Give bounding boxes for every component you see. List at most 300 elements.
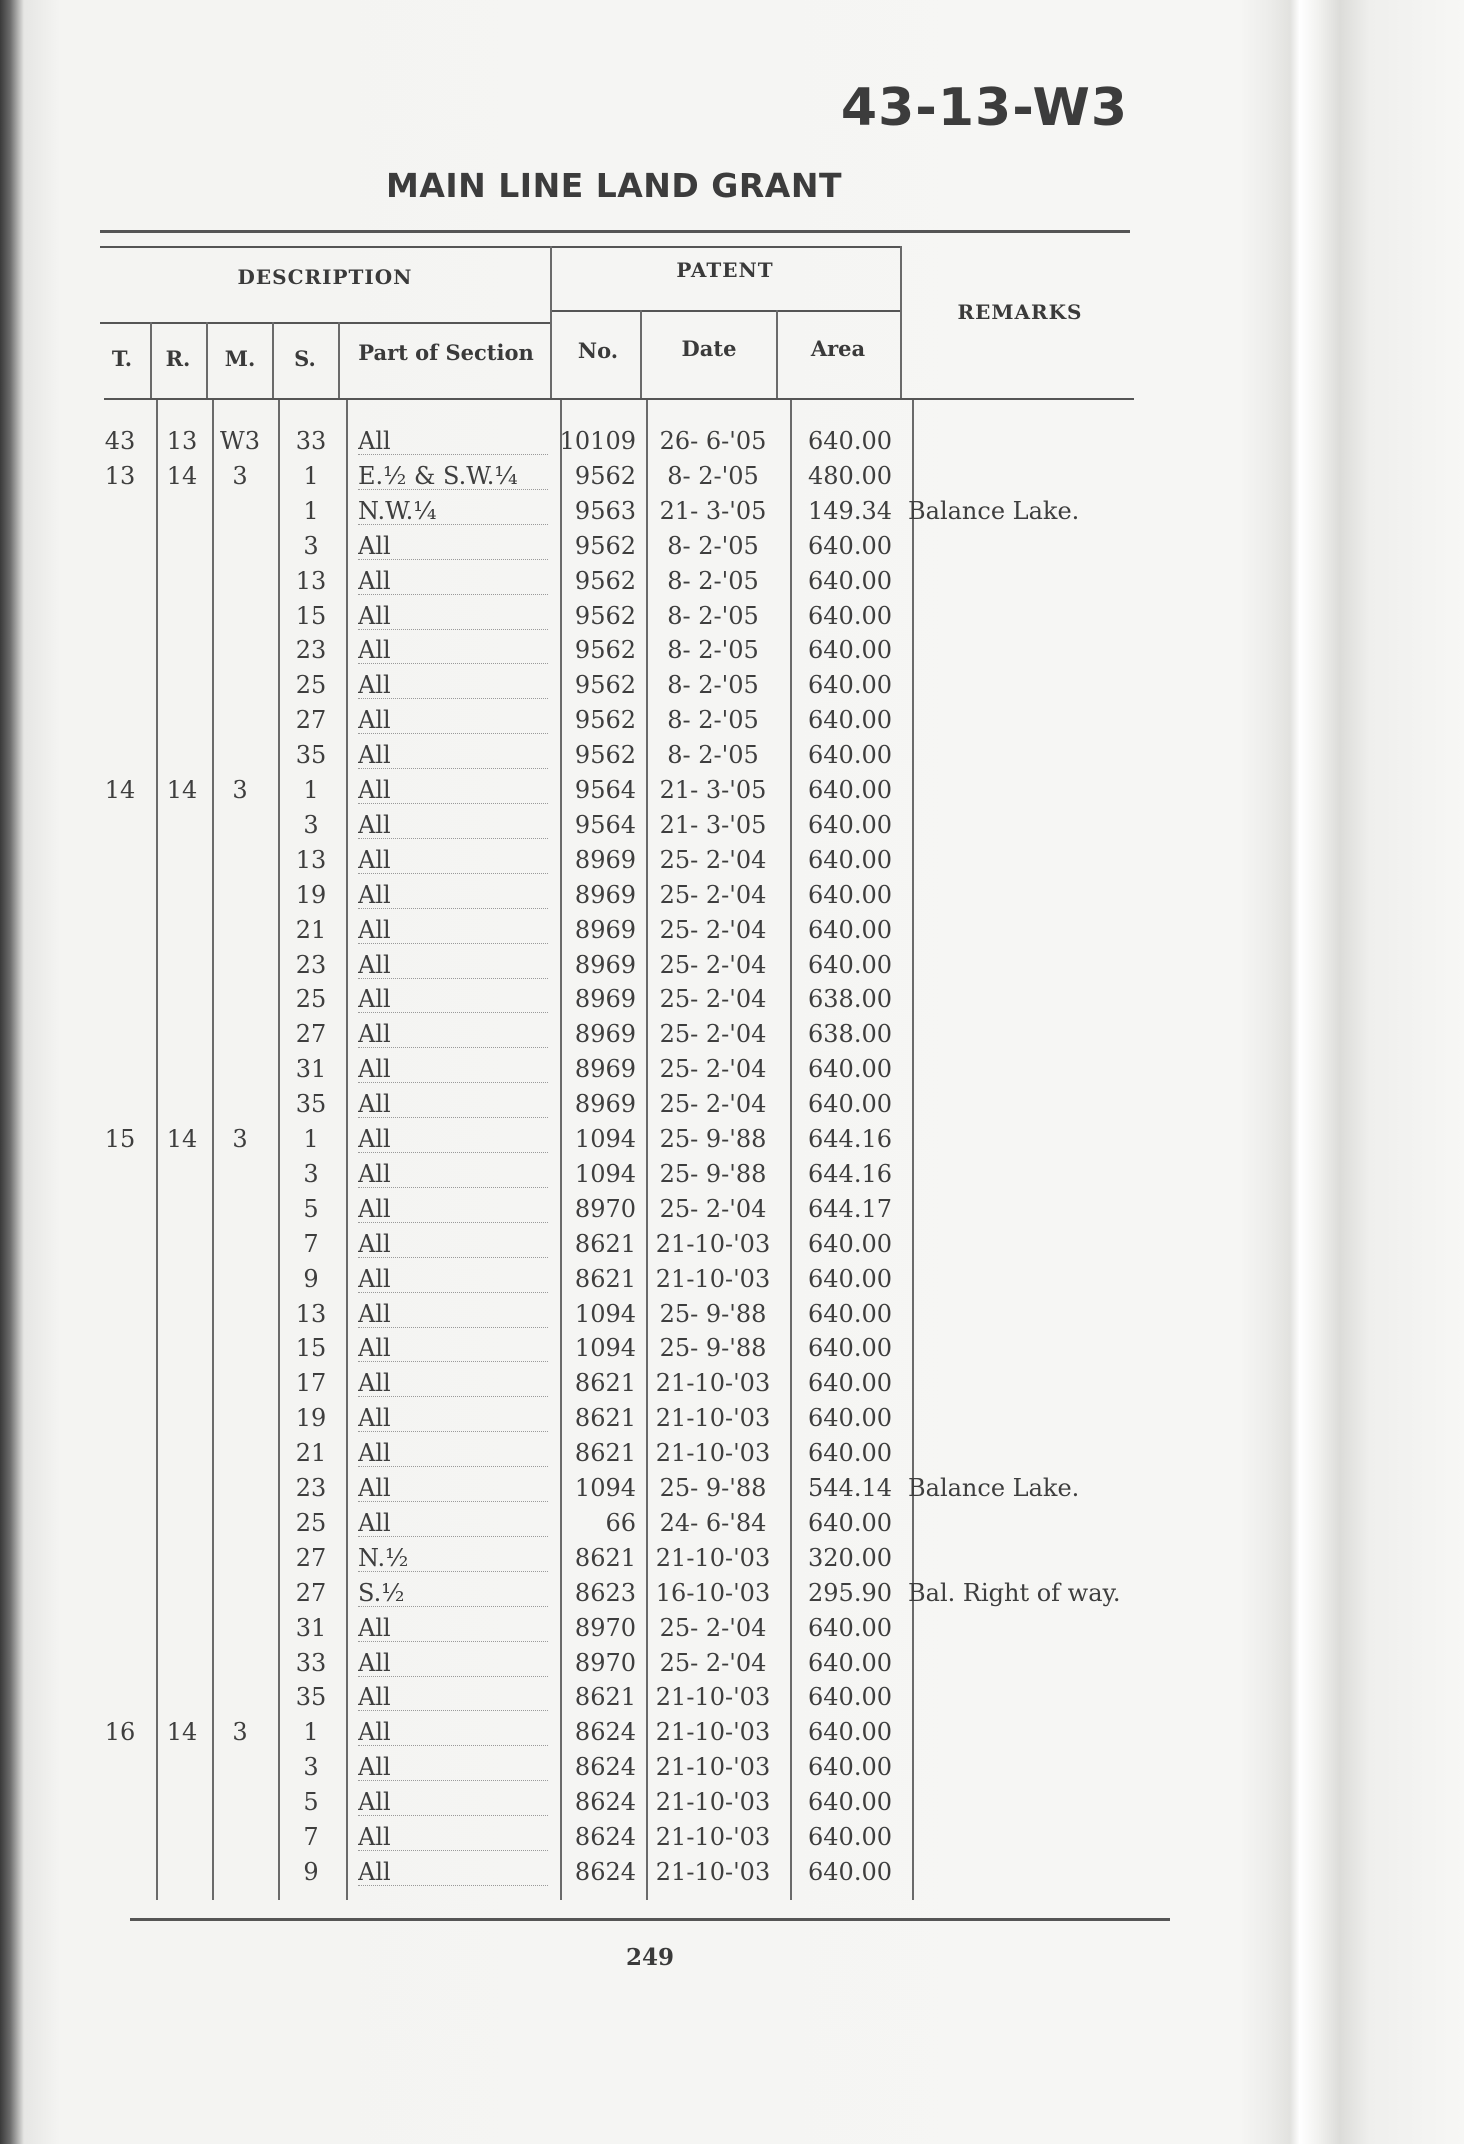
cell-patent-date: 21-10-'03 [655, 1404, 771, 1433]
cell-part-of-section [358, 1506, 548, 1541]
col-divider [550, 246, 552, 398]
cell-area: 644.17 [808, 1194, 892, 1223]
part-text: All [358, 1615, 548, 1642]
cell-part-of-section [358, 1855, 548, 1890]
cell-section: 25 [295, 985, 327, 1014]
cell-patent-no: 66 [605, 1508, 636, 1537]
cell-patent-date: 8- 2-'05 [667, 706, 759, 735]
part-text: All [358, 777, 548, 804]
cell-area: 640.00 [808, 1788, 892, 1817]
table-row [0, 1611, 1464, 1646]
cell-section: 5 [303, 1194, 319, 1223]
table-row [0, 529, 1464, 564]
cell-part-of-section [358, 948, 548, 983]
cell-patent-date: 21- 3-'05 [659, 776, 767, 804]
table-row [0, 843, 1464, 878]
cell-patent-date: 21-10-'03 [655, 1229, 771, 1258]
cell-range: 14 [166, 776, 198, 804]
part-text: All [358, 1021, 548, 1048]
table-row [0, 1855, 1464, 1890]
table-row [0, 1122, 1464, 1157]
cell-section: 35 [295, 1683, 327, 1712]
cell-meridian: 3 [232, 461, 248, 490]
cell-patent-no: 8969 [574, 1055, 636, 1084]
table-row [0, 1785, 1464, 1820]
cell-section: 33 [295, 427, 327, 455]
cell-area: 640.00 [808, 601, 892, 630]
cell-area: 640.00 [808, 810, 892, 839]
col-divider [150, 322, 152, 398]
part-text: N.½ [358, 1545, 548, 1572]
part-text: All [358, 917, 548, 944]
part-text: N.W.¼ [358, 498, 548, 525]
description-header: DESCRIPTION [237, 265, 413, 289]
cell-area: 640.00 [808, 1753, 892, 1782]
cell-patent-date: 21- 3-'05 [659, 496, 767, 525]
col-part-header: Part of Section [358, 340, 534, 365]
cell-section: 9 [303, 1857, 319, 1886]
cell-township: 43 [104, 427, 136, 455]
cell-patent-date: 25- 2-'04 [659, 1055, 767, 1084]
table-row [0, 773, 1464, 808]
table-row [0, 1471, 1464, 1506]
header-bottom-rule [104, 398, 1134, 400]
cell-patent-no: 1094 [574, 1474, 636, 1502]
cell-patent-no: 1094 [574, 1159, 636, 1188]
cell-section: 3 [303, 810, 319, 839]
part-text: All [358, 428, 548, 455]
table-row [0, 1715, 1464, 1750]
table-row [0, 1541, 1464, 1576]
cell-patent-no: 10109 [559, 427, 636, 455]
cell-section: 1 [303, 1718, 319, 1747]
table-top-rule [100, 246, 900, 248]
cell-section: 3 [303, 1159, 319, 1188]
cell-section: 35 [295, 1090, 327, 1119]
cell-area: 640.00 [808, 1857, 892, 1886]
table-row [0, 424, 1464, 459]
cell-area: 640.00 [808, 741, 892, 770]
cell-section: 7 [303, 1823, 319, 1851]
table-row [0, 1192, 1464, 1227]
part-text: All [358, 1266, 548, 1293]
cell-section: 7 [303, 1229, 319, 1258]
cell-patent-date: 8- 2-'05 [667, 566, 759, 595]
cell-section: 21 [295, 1439, 327, 1468]
part-text: All [358, 1650, 548, 1677]
cell-patent-date: 25- 9-'88 [659, 1474, 767, 1502]
cell-patent-no: 9562 [574, 461, 636, 490]
table-row [0, 1262, 1464, 1297]
part-text: All [358, 952, 548, 979]
cell-patent-date: 21-10-'03 [655, 1823, 771, 1851]
cell-patent-date: 25- 9-'88 [659, 1334, 767, 1363]
cell-remarks: Balance Lake. [908, 1474, 1080, 1502]
remarks-header: REMARKS [957, 300, 1083, 324]
cell-patent-no: 8621 [574, 1543, 636, 1572]
cell-part-of-section [358, 1401, 548, 1436]
part-text: All [358, 1475, 548, 1502]
table-row [0, 1227, 1464, 1262]
cell-area: 640.00 [808, 671, 892, 700]
cell-section: 27 [295, 1578, 327, 1607]
cell-patent-date: 21-10-'03 [655, 1683, 771, 1712]
cell-patent-no: 8969 [574, 845, 636, 874]
cell-patent-date: 26- 6-'05 [659, 427, 767, 455]
cell-patent-no: 1094 [574, 1334, 636, 1363]
part-text: All [358, 1335, 548, 1362]
cell-area: 295.90 [808, 1578, 892, 1607]
cell-area: 640.00 [808, 776, 892, 804]
col-area-header: Area [810, 336, 866, 361]
table-row [0, 668, 1464, 703]
part-text: All [358, 1301, 548, 1328]
cell-patent-date: 21- 3-'05 [659, 810, 767, 839]
cell-area: 640.00 [808, 1823, 892, 1851]
col-divider [640, 310, 642, 398]
cell-section: 27 [295, 1543, 327, 1572]
cell-section: 23 [295, 636, 327, 665]
cell-patent-no: 9564 [574, 810, 636, 839]
cell-patent-date: 21-10-'03 [655, 1753, 771, 1782]
cell-part-of-section [358, 494, 548, 529]
part-text: All [358, 1126, 548, 1153]
cell-section: 27 [295, 1020, 327, 1049]
cell-part-of-section [358, 1646, 548, 1681]
part-text: All [358, 1510, 548, 1537]
cell-part-of-section [358, 738, 548, 773]
cell-part-of-section [358, 1331, 548, 1366]
cell-area: 640.00 [808, 950, 892, 979]
cell-patent-date: 21-10-'03 [655, 1857, 771, 1886]
part-text: All [358, 1196, 548, 1223]
cell-patent-no: 9562 [574, 671, 636, 700]
cell-patent-date: 8- 2-'05 [667, 741, 759, 770]
cell-patent-date: 25- 2-'04 [659, 1020, 767, 1049]
part-text: All [358, 1056, 548, 1083]
cell-patent-no: 9562 [574, 531, 636, 560]
cell-area: 640.00 [808, 531, 892, 560]
part-text: All [358, 812, 548, 839]
cell-area: 640.00 [808, 1229, 892, 1258]
cell-part-of-section [358, 1785, 548, 1820]
cell-section: 19 [295, 880, 327, 909]
cell-patent-no: 1094 [574, 1299, 636, 1328]
cell-patent-no: 8624 [574, 1718, 636, 1747]
table-row [0, 808, 1464, 843]
cell-part-of-section [358, 1750, 548, 1785]
cell-range: 13 [166, 427, 198, 455]
cell-section: 23 [295, 950, 327, 979]
cell-patent-date: 21-10-'03 [655, 1543, 771, 1572]
cell-patent-date: 21-10-'03 [655, 1718, 771, 1747]
cell-area: 640.00 [808, 845, 892, 874]
table-row [0, 459, 1464, 494]
cell-remarks: Balance Lake. [908, 496, 1080, 525]
cell-range: 14 [166, 461, 198, 490]
col-divider [206, 322, 208, 398]
cell-part-of-section [358, 599, 548, 634]
cell-area: 644.16 [808, 1159, 892, 1188]
cell-township: 16 [104, 1718, 136, 1747]
cell-part-of-section [358, 843, 548, 878]
col-divider [900, 246, 902, 398]
cell-patent-no: 9562 [574, 601, 636, 630]
cell-area: 640.00 [808, 1648, 892, 1677]
cell-section: 31 [295, 1613, 327, 1642]
table-bottom-rule [130, 1918, 1170, 1921]
cell-section: 17 [295, 1369, 327, 1398]
table-row [0, 633, 1464, 668]
col-r-header: R. [165, 346, 191, 371]
cell-area: 640.00 [808, 915, 892, 944]
cell-part-of-section [358, 773, 548, 808]
cell-part-of-section [358, 1087, 548, 1122]
part-text: All [358, 1370, 548, 1397]
table-row [0, 738, 1464, 773]
cell-patent-no: 8969 [574, 915, 636, 944]
table-row [0, 1750, 1464, 1785]
cell-part-of-section [358, 1471, 548, 1506]
part-text: S.½ [358, 1580, 548, 1607]
cell-range: 14 [166, 1718, 198, 1747]
cell-patent-no: 9563 [574, 496, 636, 525]
table-row [0, 982, 1464, 1017]
page-title: MAIN LINE LAND GRANT [386, 166, 842, 205]
cell-patent-no: 8621 [574, 1264, 636, 1293]
table-row [0, 1680, 1464, 1715]
cell-patent-date: 8- 2-'05 [667, 461, 759, 490]
cell-patent-no: 8969 [574, 1020, 636, 1049]
cell-section: 15 [295, 601, 327, 630]
cell-section: 19 [295, 1404, 327, 1433]
col-m-header: M. [224, 346, 256, 371]
cell-part-of-section [358, 1680, 548, 1715]
table-row [0, 703, 1464, 738]
cell-patent-no: 8970 [574, 1194, 636, 1223]
col-t-header: T. [111, 346, 133, 371]
cell-area: 544.14 [808, 1474, 892, 1502]
page-number: 249 [625, 1944, 674, 1971]
table-row [0, 564, 1464, 599]
cell-part-of-section [358, 982, 548, 1017]
cell-section: 25 [295, 671, 327, 700]
cell-patent-date: 16-10-'03 [655, 1578, 771, 1607]
cell-patent-date: 25- 2-'04 [659, 950, 767, 979]
cell-section: 15 [295, 1334, 327, 1363]
cell-area: 640.00 [808, 1090, 892, 1119]
part-text: All [358, 1091, 548, 1118]
cell-section: 13 [295, 566, 327, 595]
table-row [0, 1820, 1464, 1855]
cell-patent-date: 25- 2-'04 [659, 1194, 767, 1223]
cell-remarks: Bal. Right of way. [908, 1578, 1121, 1607]
cell-patent-no: 8969 [574, 950, 636, 979]
cell-section: 1 [303, 461, 319, 490]
cell-patent-date: 25- 2-'04 [659, 915, 767, 944]
cell-part-of-section [358, 459, 548, 494]
cell-section: 13 [295, 845, 327, 874]
col-no-header: No. [577, 338, 619, 363]
cell-part-of-section [358, 1611, 548, 1646]
part-text: All [358, 1754, 548, 1781]
cell-patent-date: 25- 2-'04 [659, 1090, 767, 1119]
patent-subrule [552, 310, 900, 312]
cell-patent-no: 8969 [574, 1090, 636, 1119]
cell-part-of-section [358, 529, 548, 564]
cell-meridian: W3 [220, 427, 260, 455]
cell-section: 23 [295, 1474, 327, 1502]
cell-area: 640.00 [808, 1369, 892, 1398]
cell-patent-date: 8- 2-'05 [667, 671, 759, 700]
table-row [0, 599, 1464, 634]
cell-patent-date: 21-10-'03 [655, 1788, 771, 1817]
cell-part-of-section [358, 703, 548, 738]
cell-part-of-section [358, 633, 548, 668]
cell-section: 5 [303, 1788, 319, 1817]
cell-area: 640.00 [808, 1613, 892, 1642]
cell-patent-date: 21-10-'03 [655, 1369, 771, 1398]
cell-section: 9 [303, 1264, 319, 1293]
patent-header: PATENT [676, 258, 774, 282]
cell-part-of-section [358, 1017, 548, 1052]
cell-section: 3 [303, 531, 319, 560]
cell-patent-no: 8624 [574, 1753, 636, 1782]
cell-patent-no: 8970 [574, 1613, 636, 1642]
cell-part-of-section [358, 1227, 548, 1262]
cell-patent-no: 8970 [574, 1648, 636, 1677]
table-row [0, 1017, 1464, 1052]
cell-area: 644.16 [808, 1125, 892, 1153]
cell-part-of-section [358, 1436, 548, 1471]
cell-area: 480.00 [808, 461, 892, 490]
cell-area: 149.34 [808, 496, 892, 525]
cell-section: 25 [295, 1508, 327, 1537]
col-date-header: Date [681, 336, 737, 361]
cell-area: 640.00 [808, 1264, 892, 1293]
cell-section: 33 [295, 1648, 327, 1677]
cell-area: 638.00 [808, 985, 892, 1014]
part-text: All [358, 603, 548, 630]
cell-patent-no: 8621 [574, 1229, 636, 1258]
table-row [0, 494, 1464, 529]
cell-patent-no: 8621 [574, 1439, 636, 1468]
cell-area: 640.00 [808, 1404, 892, 1433]
part-text: All [358, 882, 548, 909]
cell-area: 638.00 [808, 1020, 892, 1049]
cell-part-of-section [358, 1192, 548, 1227]
cell-patent-no: 9564 [574, 776, 636, 804]
reference-code: 43-13-W3 [840, 78, 1128, 138]
table-row [0, 1366, 1464, 1401]
table-row [0, 1646, 1464, 1681]
cell-section: 31 [295, 1055, 327, 1084]
cell-part-of-section [358, 1262, 548, 1297]
cell-part-of-section [358, 668, 548, 703]
cell-patent-no: 1094 [574, 1125, 636, 1153]
cell-part-of-section [358, 1715, 548, 1750]
cell-part-of-section [358, 424, 548, 459]
part-text: All [358, 1719, 548, 1746]
part-text: All [358, 637, 548, 664]
part-text: All [358, 707, 548, 734]
part-text: All [358, 1684, 548, 1711]
cell-patent-date: 24- 6-'84 [659, 1508, 767, 1537]
cell-patent-date: 25- 2-'04 [659, 880, 767, 909]
cell-section: 27 [295, 706, 327, 735]
cell-patent-date: 21-10-'03 [655, 1439, 771, 1468]
cell-township: 15 [104, 1125, 136, 1153]
cell-patent-date: 25- 9-'88 [659, 1159, 767, 1188]
table-row [0, 1297, 1464, 1332]
cell-area: 640.00 [808, 1718, 892, 1747]
cell-patent-no: 8624 [574, 1857, 636, 1886]
cell-area: 640.00 [808, 427, 892, 455]
cell-part-of-section [358, 913, 548, 948]
description-subrule [100, 322, 550, 324]
table-row [0, 1087, 1464, 1122]
cell-patent-date: 8- 2-'05 [667, 601, 759, 630]
cell-area: 640.00 [808, 706, 892, 735]
cell-patent-no: 9562 [574, 566, 636, 595]
cell-part-of-section [358, 1157, 548, 1192]
cell-section: 1 [303, 496, 319, 525]
cell-township: 13 [104, 461, 136, 490]
cell-patent-no: 9562 [574, 636, 636, 665]
cell-patent-date: 25- 9-'88 [659, 1299, 767, 1328]
cell-part-of-section [358, 1541, 548, 1576]
cell-patent-no: 8969 [574, 985, 636, 1014]
table-row [0, 1436, 1464, 1471]
cell-part-of-section [358, 1122, 548, 1157]
cell-township: 14 [104, 776, 136, 804]
cell-section: 13 [295, 1299, 327, 1328]
part-text: All [358, 568, 548, 595]
part-text: All [358, 1161, 548, 1188]
cell-section: 3 [303, 1753, 319, 1782]
table-row [0, 1052, 1464, 1087]
table-row [0, 913, 1464, 948]
cell-area: 320.00 [808, 1543, 892, 1572]
col-s-header: S. [294, 346, 316, 371]
cell-section: 1 [303, 1125, 319, 1153]
part-text: All [358, 672, 548, 699]
cell-section: 1 [303, 776, 319, 804]
part-text: All [358, 847, 548, 874]
cell-area: 640.00 [808, 880, 892, 909]
cell-patent-no: 9562 [574, 741, 636, 770]
cell-patent-date: 8- 2-'05 [667, 531, 759, 560]
table-row [0, 1331, 1464, 1366]
cell-meridian: 3 [232, 1718, 248, 1747]
cell-area: 640.00 [808, 566, 892, 595]
cell-patent-no: 8624 [574, 1823, 636, 1851]
part-text: All [358, 742, 548, 769]
part-text: All [358, 1231, 548, 1258]
part-text: All [358, 1440, 548, 1467]
cell-part-of-section [358, 1576, 548, 1611]
cell-part-of-section [358, 564, 548, 599]
part-text: E.½ & S.W.¼ [358, 463, 548, 490]
cell-patent-date: 25- 2-'04 [659, 1648, 767, 1677]
cell-patent-no: 8969 [574, 880, 636, 909]
title-rule [100, 230, 1130, 233]
cell-patent-date: 25- 2-'04 [659, 985, 767, 1014]
cell-patent-no: 8623 [574, 1578, 636, 1607]
cell-part-of-section [358, 1052, 548, 1087]
cell-patent-date: 25- 9-'88 [659, 1125, 767, 1153]
cell-part-of-section [358, 1297, 548, 1332]
